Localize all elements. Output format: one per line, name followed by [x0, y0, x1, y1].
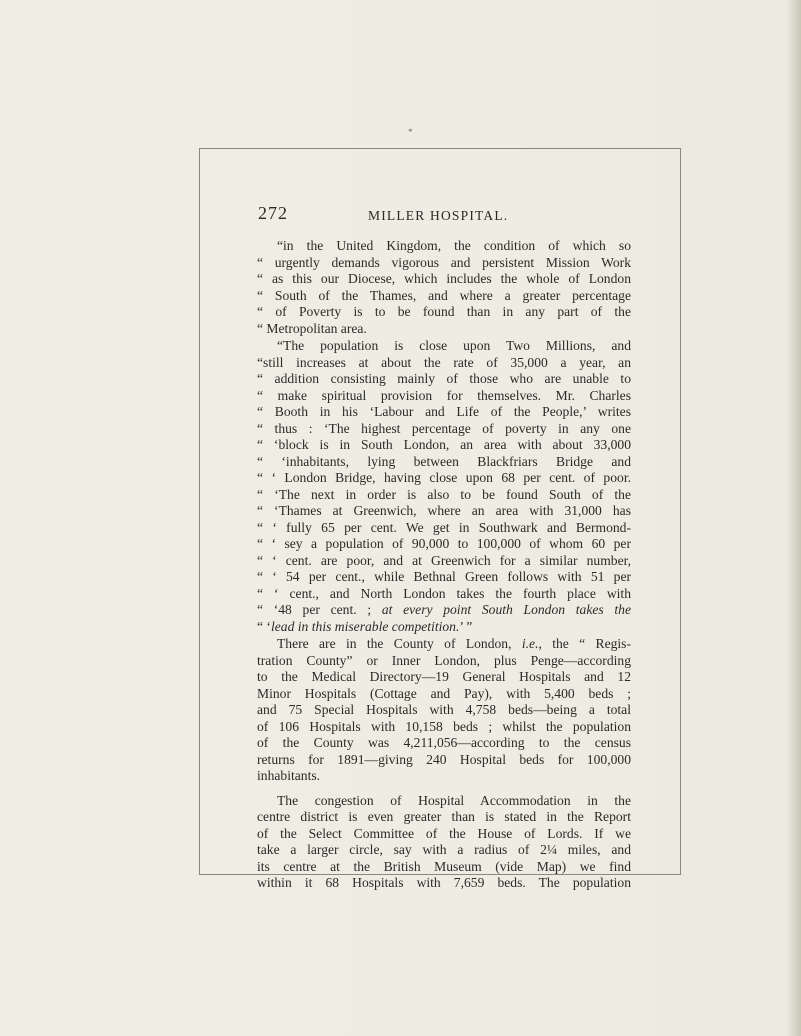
text-line: “ South of the Thames, and where a greater percentage: [257, 287, 631, 303]
text-line: “ ‘ cent. are poor, and at Greenwich for a similar number,: [257, 552, 631, 568]
stray-mark: *: [408, 127, 413, 137]
text-segment: ’ ”: [459, 618, 473, 634]
text-line: “The population is close upon Two Millions, and: [277, 338, 631, 353]
text-line: of the County was 4,211,056—according to the census: [257, 735, 631, 750]
text-line: “ ‘ 54 per cent., while Bethnal Green follows with 51 per: [257, 569, 631, 584]
text-line: “ ‘The next in order is also to be found South of the: [257, 486, 631, 502]
text-line: “in the United Kingdom, the condition of which so: [277, 238, 631, 253]
text-line: its centre at the British Museum (vide Map) we find: [257, 858, 631, 874]
running-head: MILLER HOSPITAL.: [368, 208, 509, 223]
italic-segment: lead in this miserable competition.: [270, 618, 460, 634]
text-line: “ thus : ‘The highest percentage of poverty in any one: [257, 420, 631, 436]
paragraph-2: [257, 338, 631, 635]
text-line: “ ‘ cent., and North London takes the fourth place with: [257, 585, 631, 601]
text-line: “ make spiritual provision for themselves. Mr. Charles: [257, 387, 631, 403]
page-header: [258, 203, 630, 229]
text-segment: “ ‘: [257, 618, 271, 634]
text-line-mixed: [257, 636, 631, 653]
italic-segment: i.e.: [521, 636, 539, 651]
text-segment: There are in the County of London,: [277, 636, 512, 651]
text-line: centre district is even greater than is stated in the Report: [257, 809, 631, 824]
text-line: “ as this our Diocese, which includes the whole of London: [257, 271, 631, 286]
text-line: take a larger circle, say with a radius of 2¼ miles, and: [257, 842, 631, 857]
text-line: The congestion of Hospital Accommodation in the: [277, 792, 631, 808]
text-line: “ ‘ London Bridge, having close upon 68 per cent. of poor.: [257, 470, 631, 485]
text-line: “ Metropolitan area.: [257, 320, 367, 336]
text-line: to the Medical Directory—19 General Hospitals and 12: [257, 669, 631, 684]
text-line-mixed: [257, 602, 631, 619]
text-segment: , the “ Regis-: [538, 636, 631, 651]
page-edge-shadow: [787, 0, 801, 1036]
text-line: “still increases at about the rate of 35,000 a year, an: [257, 354, 631, 370]
text-line: inhabitants.: [257, 768, 321, 783]
italic-segment: at every point South London takes the: [371, 602, 632, 617]
paragraph-3: [257, 636, 631, 785]
text-line: returns for 1891—giving 240 Hospital beds for 100,000: [257, 751, 631, 767]
text-line: “ ‘ sey a population of 90,000 to 100,000 of whom 60 per: [257, 536, 631, 551]
text-segment: “ ‘48 per cent. ;: [257, 602, 372, 617]
page-number: 272: [258, 203, 288, 223]
text-line: “ ‘Thames at Greenwich, where an area with 31,000 has: [257, 503, 631, 518]
paragraph-4: [257, 793, 631, 892]
text-line: within it 68 Hospitals with 7,659 beds. The population: [257, 875, 631, 890]
paragraph-1: [257, 238, 631, 337]
text-line: “ of Poverty is to be found than in any part of the: [257, 304, 631, 319]
text-line: “ ‘inhabitants, lying between Blackfriars Bridge and: [257, 453, 631, 469]
text-line: “ Booth in his ‘Labour and Life of the People,’ writes: [257, 404, 631, 419]
text-line: Minor Hospitals (Cottage and Pay), with 5,400 beds ;: [257, 685, 631, 701]
text-line: “ ‘ fully 65 per cent. We get in Southwark and Bermond-: [257, 519, 631, 535]
text-line: tration County” or Inner London, plus Penge—according: [257, 652, 631, 668]
text-line: “ urgently demands vigorous and persistent Mission Work: [257, 254, 631, 270]
text-line: of the Select Committee of the House of Lords. If we: [257, 825, 631, 841]
body-text: [257, 238, 631, 892]
text-line: of 106 Hospitals with 10,158 beds ; whilst the population: [257, 718, 631, 734]
text-line: and 75 Special Hospitals with 4,758 beds—being a total: [257, 702, 631, 717]
text-line: “ addition consisting mainly of those who are unable to: [257, 371, 631, 386]
text-line-mixed: [257, 619, 631, 636]
text-line: “ ‘block is in South London, an area with about 33,000: [257, 437, 631, 452]
